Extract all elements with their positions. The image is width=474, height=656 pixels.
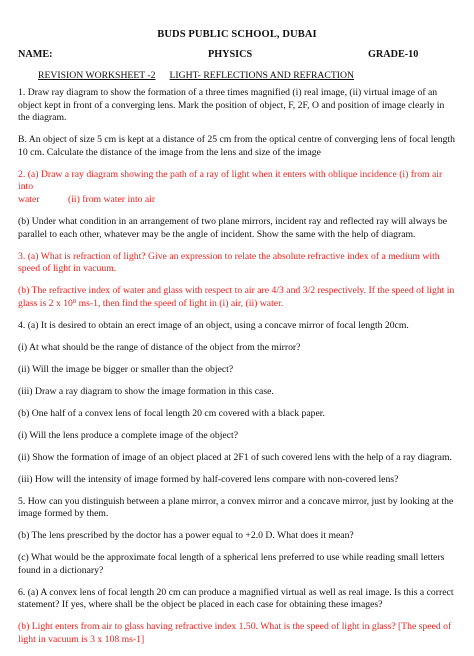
name-label: NAME: <box>18 49 53 60</box>
question-1a: 1. Draw ray diagram to show the formation of a three times magnified (i) real image, (ii) virtual image of an object kept in front of a converging lens. Mark the position of object, F, 2F, O and position of image clearly in the diagram. <box>18 87 445 124</box>
question-1b: B. An object of size 5 cm is kept at a distance of 25 cm from the optical centre of converging lens of focal length 10 cm. Calculate the distance of the image from the lens and size of the image <box>18 134 455 158</box>
question-2a-water: water <box>18 193 40 205</box>
question-5a: 5. How can you distinguish between a plane mirror, a convex mirror and a concave mirror, just by looking at the image formed by them. <box>18 495 454 520</box>
question-4b-i: (i) Will the lens produce a complete image of the object? <box>18 429 239 441</box>
question-6b: (b) Light enters from air to glass having refractive index 1.50. What is the speed of light in glass? [The speed of light in vacuum is 3 x 108 ms-1] <box>18 621 452 645</box>
question-5c: (c) What would be the approximate focal length of a spherical lens preferred to use while reading small letters found in a dictionary? <box>18 552 445 576</box>
question-3b <box>18 285 458 310</box>
question-4b-iii: (iii) How will the intensity of image formed by half-covered lens compare with non-covered lens? <box>18 473 399 485</box>
school-name: BUDS PUBLIC SCHOOL, DUBAI <box>157 29 317 40</box>
question-3b-exponent: 8 <box>72 297 77 305</box>
question-4b-ii: (ii) Show the formation of image of an object placed at 2F1 of such covered lens with the help of a ray diagram. <box>18 451 452 463</box>
question-4a-ii: (ii) Will the image be bigger or smaller than the object? <box>18 363 234 375</box>
question-6a: 6. (a) A convex lens of focal length 20 cm can produce a magnified virtual as well as real image. Is this a correct statement? If yes, where shall be the object be placed in each case for obtaining these images? <box>18 586 454 611</box>
worksheet-title <box>38 70 354 81</box>
question-2a-part2: (ii) from water into air <box>68 193 156 205</box>
question-4a-iii: (iii) Draw a ray diagram to show the image formation in this case. <box>18 385 274 397</box>
question-4a-i: (i) At what should be the range of distance of the object from the mirror? <box>18 341 301 353</box>
grade-label: GRADE-10 <box>368 49 419 60</box>
question-5b: (b) The lens prescribed by the doctor has a power equal to +2.0 D. What does it mean? <box>18 530 354 542</box>
worksheet-number: REVISION WORKSHEET -2 <box>38 70 156 81</box>
subject-label: PHYSICS <box>208 49 253 60</box>
worksheet-topic: LIGHT- REFLECTIONS AND REFRACTION <box>169 70 355 81</box>
question-2a <box>18 169 458 207</box>
question-4a: 4. (a) It is desired to obtain an erect image of an object, using a concave mirror of focal length 20cm. <box>18 319 409 331</box>
question-3a: 3. (a) What is refraction of light? Give an expression to relate the absolute refractive index of a medium with speed of light in vacuum. <box>18 250 440 275</box>
question-4b: (b) One half of a convex lens of focal length 20 cm covered with a black paper. <box>18 407 325 419</box>
question-3b-part2: ms-1, then find the speed of light in (i) air, (ii) water. <box>76 297 284 309</box>
question-list <box>18 87 458 656</box>
question-2a-text: 2. (a) Draw a ray diagram showing the path of a ray of light when it enters with oblique incidence (i) from air into <box>18 168 443 193</box>
question-2b: (b) Under what condition in an arrangement of two plane mirrors, incident ray and reflected ray will always be parallel to each other, whatever may be the angle of incident. Show the same with the help of diagram. <box>18 215 448 240</box>
question-3b-part1: (b) The refractive index of water and glass with respect to air are 4/3 and 3/2 respectively. If the speed of light in glass is 2 x 10 <box>18 285 455 309</box>
